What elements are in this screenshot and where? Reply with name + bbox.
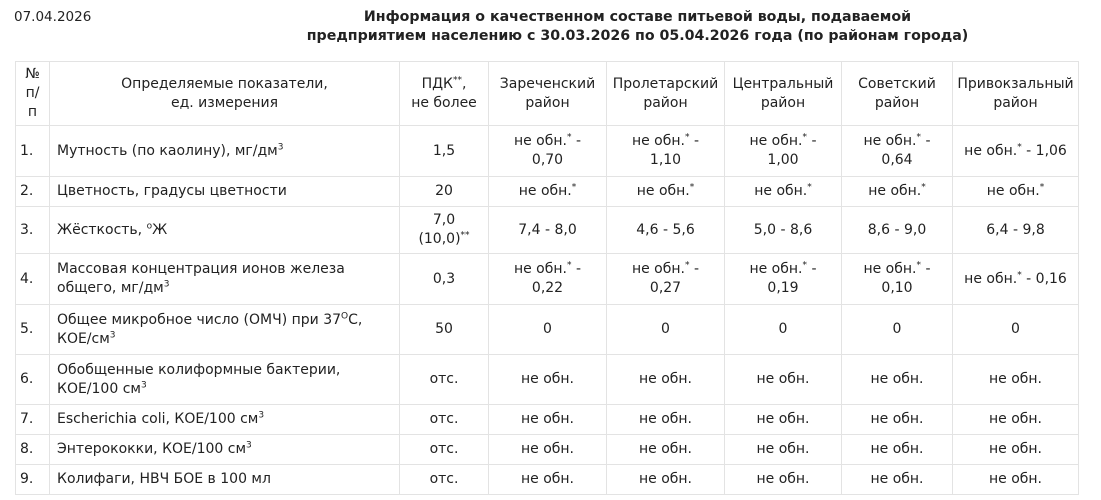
value-cell: не обн. — [607, 465, 725, 495]
row-number: 1. — [16, 126, 50, 177]
value-cell: не обн. — [489, 405, 607, 435]
value-cell: не обн. — [725, 465, 842, 495]
value-cell: не обн. — [725, 435, 842, 465]
table-row — [16, 465, 1079, 495]
table-row — [16, 435, 1079, 465]
value-cell: не обн. — [489, 465, 607, 495]
table-row — [16, 355, 1079, 405]
value-cell: не обн. — [953, 405, 1079, 435]
water-quality-table — [15, 61, 1079, 495]
pdk-value: 1,5 — [400, 126, 489, 177]
indicator-name: Escherichia coli, КОЕ/100 $см^3$ — [50, 405, 400, 435]
col-header-district-zarechensky: Зареченский район — [489, 62, 607, 126]
value-cell: не обн. — [607, 435, 725, 465]
report-date: 07.04.2026 — [14, 9, 92, 25]
indicator-name: Колифаги, НВЧ БОЕ в 100 мл — [50, 465, 400, 495]
title-line-2: предприятием населению с 30.03.2026 по 05.04.2026 года (по районам города) — [306, 28, 969, 44]
value-cell: не обн.* — [842, 177, 953, 207]
indicator-name: Массовая концентрация ионов железа общего, $мг/дм^3$ — [50, 254, 400, 305]
value-cell: не обн. — [953, 465, 1079, 495]
table-row — [16, 254, 1079, 305]
value-cell: 7,4 - 8,0 — [489, 207, 607, 254]
value-cell: 0 — [607, 305, 725, 355]
col-header-indicator: Определяемые показатели, ед. измерения — [50, 62, 400, 126]
col-header-district-proletarsky: Пролетарский район — [607, 62, 725, 126]
value-cell: не обн.* — [489, 177, 607, 207]
table-row — [16, 305, 1079, 355]
col-header-pdk: ПДК**, не более — [400, 62, 489, 126]
value-cell: 0 — [489, 305, 607, 355]
indicator-name: Общее микробное число (ОМЧ) при $37^ОС$, КОЕ/$см^3$ — [50, 305, 400, 355]
value-cell: не обн. — [607, 405, 725, 435]
pdk-value: отс. — [400, 465, 489, 495]
page-title — [200, 8, 1075, 46]
value-cell: не обн. — [953, 435, 1079, 465]
indicator-name: Энтерококки, КОЕ/100 $см^3$ — [50, 435, 400, 465]
row-number: 3. — [16, 207, 50, 254]
value-cell: 4,6 - 5,6 — [607, 207, 725, 254]
value-cell: 0 — [725, 305, 842, 355]
pdk-value: 0,3 — [400, 254, 489, 305]
row-number: 8. — [16, 435, 50, 465]
row-number: 5. — [16, 305, 50, 355]
col-header-district-privokzalny: Привокзальный район — [953, 62, 1079, 126]
row-number: 4. — [16, 254, 50, 305]
value-cell: не обн. — [489, 355, 607, 405]
row-number: 2. — [16, 177, 50, 207]
value-cell: 5,0 - 8,6 — [725, 207, 842, 254]
pdk-value: отс. — [400, 355, 489, 405]
value-cell: не обн. — [842, 465, 953, 495]
value-cell: не обн. — [953, 355, 1079, 405]
value-cell: не обн.* - 0,27 — [607, 254, 725, 305]
value-cell: не обн.* — [607, 177, 725, 207]
value-cell: не обн. — [607, 355, 725, 405]
col-header-district-sovetsky: Советский район — [842, 62, 953, 126]
value-cell: не обн.* - 1,10 — [607, 126, 725, 177]
pdk-value: 7,0 (10,0)** — [400, 207, 489, 254]
value-cell: не обн. — [842, 435, 953, 465]
value-cell: не обн.* - 1,06 — [953, 126, 1079, 177]
value-cell: не обн. — [489, 435, 607, 465]
value-cell: не обн. — [842, 355, 953, 405]
value-cell: не обн.* - 0,19 — [725, 254, 842, 305]
indicator-name: Цветность, градусы цветности — [50, 177, 400, 207]
value-cell: не обн.* - 1,00 — [725, 126, 842, 177]
table-row — [16, 405, 1079, 435]
table-row — [16, 126, 1079, 177]
value-cell: не обн.* - 0,70 — [489, 126, 607, 177]
value-cell: не обн.* - 0,22 — [489, 254, 607, 305]
value-cell: не обн. — [725, 405, 842, 435]
indicator-name: Мутность (по каолину), $мг/дм^3$ — [50, 126, 400, 177]
indicator-name: Обобщенные колиформные бактерии, КОЕ/100 $см^3$ — [50, 355, 400, 405]
row-number: 6. — [16, 355, 50, 405]
row-number: 7. — [16, 405, 50, 435]
table-header-row — [16, 62, 1079, 126]
value-cell: 6,4 - 9,8 — [953, 207, 1079, 254]
value-cell: 0 — [953, 305, 1079, 355]
pdk-value: отс. — [400, 405, 489, 435]
value-cell: не обн.* - 0,10 — [842, 254, 953, 305]
col-header-district-tsentralny: Центральный район — [725, 62, 842, 126]
table-row — [16, 207, 1079, 254]
pdk-value: 50 — [400, 305, 489, 355]
pdk-value: отс. — [400, 435, 489, 465]
title-line-1: Информация о качественном составе питьевой воды, подаваемой — [363, 9, 912, 25]
row-number: 9. — [16, 465, 50, 495]
value-cell: не обн. — [725, 355, 842, 405]
table-row — [16, 177, 1079, 207]
value-cell: не обн.* - 0,16 — [953, 254, 1079, 305]
value-cell: не обн.* — [953, 177, 1079, 207]
value-cell: не обн. — [842, 405, 953, 435]
value-cell: не обн.* - 0,64 — [842, 126, 953, 177]
value-cell: не обн.* — [725, 177, 842, 207]
value-cell: 0 — [842, 305, 953, 355]
pdk-value: 20 — [400, 177, 489, 207]
indicator-name: Жёсткость, $^о$Ж — [50, 207, 400, 254]
value-cell: 8,6 - 9,0 — [842, 207, 953, 254]
col-header-number: № п/ п — [16, 62, 50, 126]
